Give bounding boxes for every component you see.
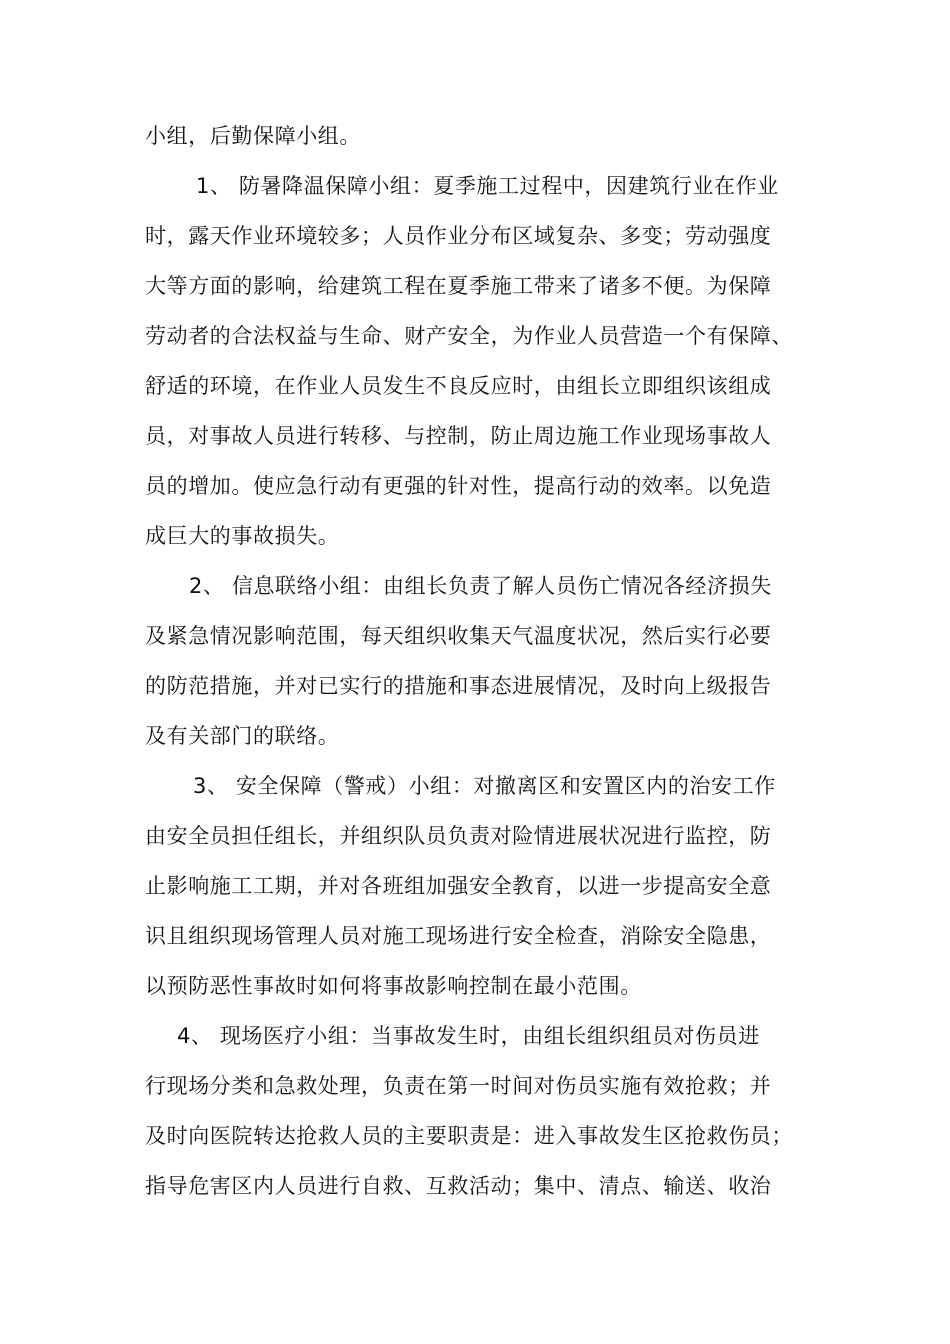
text-line: 时，露天作业环境较多；人员作业分布区域复杂、多变；劳动强度 <box>145 224 772 248</box>
text-line: 2、 信息联络小组：由组长负责了解人员伤亡情况各经济损失 <box>189 574 772 598</box>
text-line: 行现场分类和急救处理，负责在第一时间对伤员实施有效抢救；并 <box>145 1074 772 1098</box>
text-line: 大等方面的影响，给建筑工程在夏季施工带来了诸多不便。为保障 <box>145 274 772 298</box>
text-line: 及有关部门的联络。 <box>145 724 340 748</box>
text-line: 小组，后勤保障小组。 <box>145 124 361 148</box>
text-line: 由安全员担任组长，并组织队员负责对险情进展状况进行监控，防 <box>145 824 772 848</box>
text-line: 员，对事故人员进行转移、与控制，防止周边施工作业现场事故人 <box>145 424 772 448</box>
text-line: 员的增加。使应急行动有更强的针对性，提高行动的效率。以免造 <box>145 474 772 498</box>
text-line: 以预防恶性事故时如何将事故影响控制在最小范围。 <box>145 974 642 998</box>
text-line: 4、 现场医疗小组：当事故发生时，由组长组织组员对伤员进 <box>177 1024 760 1048</box>
text-line: 3、 安全保障（警戒）小组：对撤离区和安置区内的治安工作 <box>193 774 776 798</box>
text-line: 止影响施工工期，并对各班组加强安全教育，以进一步提高安全意 <box>145 874 772 898</box>
text-line: 的防范措施，并对已实行的措施和事态进展情况，及时向上级报告 <box>145 674 772 698</box>
text-line: 指导危害区内人员进行自救、互救活动；集中、清点、输送、收治 <box>145 1174 772 1198</box>
text-line: 舒适的环境，在作业人员发生不良反应时，由组长立即组织该组成 <box>145 374 772 398</box>
text-line: 识且组织现场管理人员对施工现场进行安全检查，消除安全隐患， <box>145 924 772 948</box>
text-line: 成巨大的事故损失。 <box>145 524 340 548</box>
text-line: 1、 防暑降温保障小组：夏季施工过程中，因建筑行业在作业 <box>196 174 779 198</box>
text-line: 及紧急情况影响范围，每天组织收集天气温度状况，然后实行必要 <box>145 624 772 648</box>
text-line: 及时向医院转达抢救人员的主要职责是：进入事故发生区抢救伤员； <box>145 1124 793 1148</box>
text-line: 劳动者的合法权益与生命、财产安全，为作业人员营造一个有保障、 <box>145 324 793 348</box>
